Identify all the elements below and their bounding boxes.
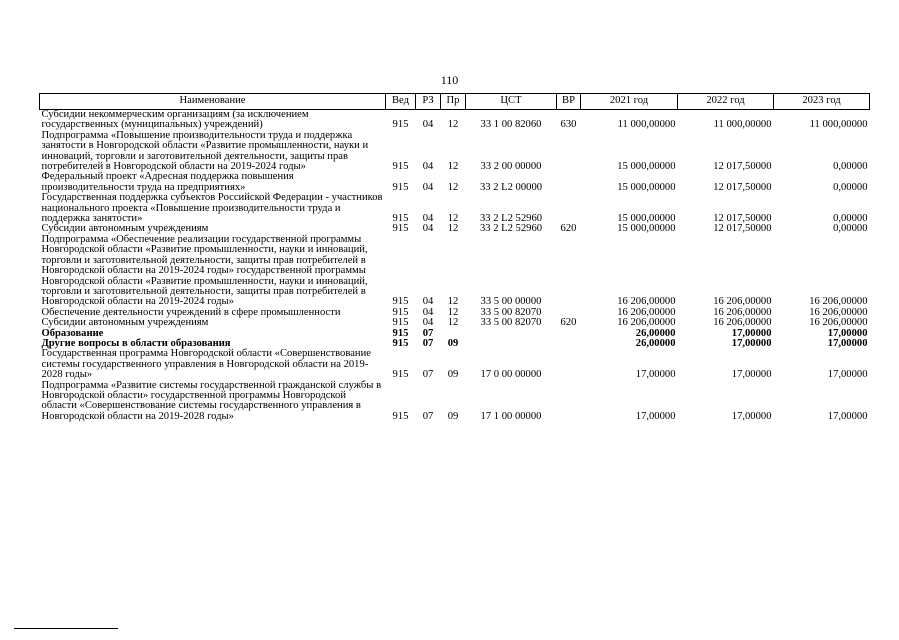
cell-pr: 09: [447, 410, 459, 422]
cell-ved: 915: [392, 296, 409, 308]
cell-pr: 09: [447, 369, 459, 381]
cell-name: Государственная программа Новгородской области «Совершенствование системы государственного управления в Новгородской области на 2019-2028 годы»: [41, 348, 371, 381]
cell-2021: 15 000,00000: [617, 181, 676, 193]
cell-2021: 26,00000: [635, 327, 676, 339]
cell-name: Подпрограмма «Повышение производительности труда и поддержка занятости в Новгородской области «Развитие промышленности, науки и инноваций, торговли и заготовительной деятельности, защиты прав потребителей в Новгородской области на 2019-2024 годы»: [41, 129, 369, 173]
cell-cst: 33 5 00 82070: [480, 317, 542, 329]
cell-pr: 12: [447, 306, 459, 318]
cell-vr: 630: [560, 119, 577, 131]
cell-name: Субсидии автономным учреждениям: [41, 317, 209, 329]
cell-pr: 12: [447, 223, 459, 235]
table-row: [40, 235, 870, 308]
header-2022: 2022 год: [678, 94, 774, 110]
cell-cst: [466, 339, 557, 349]
footer-divider: [14, 628, 118, 629]
cell-2021: 16 206,00000: [617, 306, 676, 318]
cell-name: Обеспечение деятельности учреждений в сфере промышленности: [41, 306, 341, 318]
cell-2021: 11 000,00000: [617, 119, 676, 131]
cell-2021: 17,00000: [635, 410, 676, 422]
header-pr: Пр: [441, 94, 466, 110]
cell-cst: 33 5 00 00000: [480, 296, 542, 308]
cell-cst: 33 2 L2 52960: [479, 213, 543, 225]
cell-ved: 915: [392, 181, 409, 193]
cell-ved: 915: [392, 213, 409, 225]
table-row: [40, 318, 870, 328]
cell-cst: [466, 329, 557, 339]
cell-rz: 07: [422, 410, 434, 422]
cell-rz: 07: [422, 327, 434, 339]
page-number: 110: [440, 73, 459, 87]
cell-cst: 17 1 00 00000: [480, 410, 542, 422]
cell-vr: [557, 172, 581, 193]
cell-name: Подпрограмма «Развитие системы государственной гражданской службы в Новгородской области» государственной программы Новгородской области «Совершенствование системы государственного управления в Новгородской области на 2019-2028 годы»: [41, 379, 382, 422]
header-name: Наименование: [40, 94, 386, 110]
cell-cst: 33 2 L2 00000: [479, 181, 543, 193]
cell-2022: 16 206,00000: [713, 296, 772, 308]
header-ved: Вед: [386, 94, 416, 110]
cell-rz: 07: [422, 369, 434, 381]
cell-rz: 07: [422, 337, 434, 349]
cell-2022: 17,00000: [731, 410, 772, 422]
cell-2021: 26,00000: [635, 337, 676, 349]
cell-2023: 11 000,00000: [809, 119, 868, 131]
header-rz: РЗ: [416, 94, 441, 110]
header-2021: 2021 год: [581, 94, 678, 110]
cell-pr: 12: [447, 317, 459, 329]
cell-2023: 17,00000: [827, 327, 868, 339]
cell-pr: 09: [447, 337, 459, 349]
cell-2022: 17,00000: [731, 327, 772, 339]
cell-2021: 16 206,00000: [617, 296, 676, 308]
cell-pr: 12: [447, 161, 459, 173]
cell-2022: 12 017,50000: [713, 213, 772, 225]
cell-rz: 04: [422, 181, 434, 193]
cell-name: Субсидии автономным учреждениям: [41, 223, 209, 235]
cell-pr: 12: [447, 213, 459, 225]
cell-2022: 16 206,00000: [713, 306, 772, 318]
cell-2023: 0,00000: [833, 223, 868, 235]
table-row: [40, 110, 870, 131]
cell-2023: 0,00000: [833, 181, 868, 193]
cell-pr: 12: [447, 119, 459, 131]
cell-name: Образование: [41, 327, 104, 339]
cell-name: Другие вопросы в области образования: [41, 337, 231, 349]
cell-2023: 17,00000: [827, 369, 868, 381]
cell-rz: 04: [422, 296, 434, 308]
cell-cst: 33 1 00 82060: [480, 119, 542, 131]
table-row: [40, 193, 870, 224]
header-vr: ВР: [557, 94, 581, 110]
cell-vr: [557, 339, 581, 349]
cell-name: Государственная поддержка субъектов Российской Федерации - участников национального проекта «Повышение производительности труда и поддержка занятости»: [41, 192, 383, 225]
header-cst: ЦСТ: [466, 94, 557, 110]
cell-ved: 915: [392, 317, 409, 329]
cell-2023: 16 206,00000: [809, 306, 868, 318]
cell-2021: 15 000,00000: [617, 223, 676, 235]
table-row: [40, 131, 870, 173]
cell-2023: 17,00000: [827, 337, 868, 349]
header-2023: 2023 год: [774, 94, 870, 110]
cell-2023: 0,00000: [833, 161, 868, 173]
cell-2023: 0,00000: [833, 213, 868, 225]
cell-ved: 915: [392, 327, 409, 339]
cell-2021: 16 206,00000: [617, 317, 676, 329]
cell-vr: [557, 349, 581, 380]
cell-2023: 16 206,00000: [809, 317, 868, 329]
cell-vr: [557, 193, 581, 224]
table-row: [40, 172, 870, 193]
cell-rz: 04: [422, 306, 434, 318]
cell-2022: 12 017,50000: [713, 181, 772, 193]
cell-2021: 15 000,00000: [617, 161, 676, 173]
cell-pr: 12: [447, 181, 459, 193]
cell-ved: 915: [392, 223, 409, 235]
cell-rz: 04: [422, 223, 434, 235]
cell-2022: 16 206,00000: [713, 317, 772, 329]
cell-2021: 15 000,00000: [617, 213, 676, 225]
cell-cst: 33 2 L2 52960: [479, 223, 543, 235]
cell-ved: 915: [392, 369, 409, 381]
table-header-row: [40, 94, 870, 110]
cell-name: Федеральный проект «Адресная поддержка повышения производительности труда на предприятиях»: [41, 171, 294, 193]
cell-2022: 12 017,50000: [713, 223, 772, 235]
cell-2023: 16 206,00000: [809, 296, 868, 308]
cell-pr: 12: [447, 296, 459, 308]
cell-vr: [557, 235, 581, 308]
budget-table: [39, 93, 870, 422]
cell-cst: 17 0 00 00000: [480, 369, 542, 381]
table-row: [40, 349, 870, 380]
cell-ved: 915: [392, 410, 409, 422]
cell-2021: 17,00000: [635, 369, 676, 381]
cell-rz: 04: [422, 119, 434, 131]
cell-vr: [557, 131, 581, 173]
cell-vr: [557, 381, 581, 423]
cell-rz: 04: [422, 161, 434, 173]
cell-vr: [557, 329, 581, 339]
cell-name: Субсидии некоммерческим организациям (за исключением государственных (муниципальных) учреждений): [41, 109, 309, 131]
cell-2022: 17,00000: [731, 337, 772, 349]
cell-ved: 915: [392, 337, 409, 349]
cell-ved: 915: [392, 306, 409, 318]
cell-vr: 620: [560, 317, 577, 329]
cell-vr: 620: [560, 223, 577, 235]
cell-rz: 04: [422, 213, 434, 225]
table-row: [40, 381, 870, 423]
cell-rz: 04: [422, 317, 434, 329]
cell-ved: 915: [392, 119, 409, 131]
cell-ved: 915: [392, 161, 409, 173]
cell-2022: 12 017,50000: [713, 161, 772, 173]
cell-name: Подпрограмма «Обеспечение реализации государственной программы Новгородской области «Развитие промышленности, науки и инноваций, торговли и заготовительной деятельности, защиты прав потребителей в Новгородской области на 2019-2024 годы» государственной программы Новгородской области «Развитие промышленности, науки и инноваций, торговли и заготовительной деятельности, защиты прав потребителей в Новгородской области на 2019-2024 годы»: [41, 233, 368, 308]
cell-cst: 33 5 00 82070: [480, 306, 542, 318]
cell-2022: 11 000,00000: [713, 119, 772, 131]
cell-cst: 33 2 00 00000: [480, 161, 542, 173]
cell-2022: 17,00000: [731, 369, 772, 381]
cell-2023: 17,00000: [827, 410, 868, 422]
